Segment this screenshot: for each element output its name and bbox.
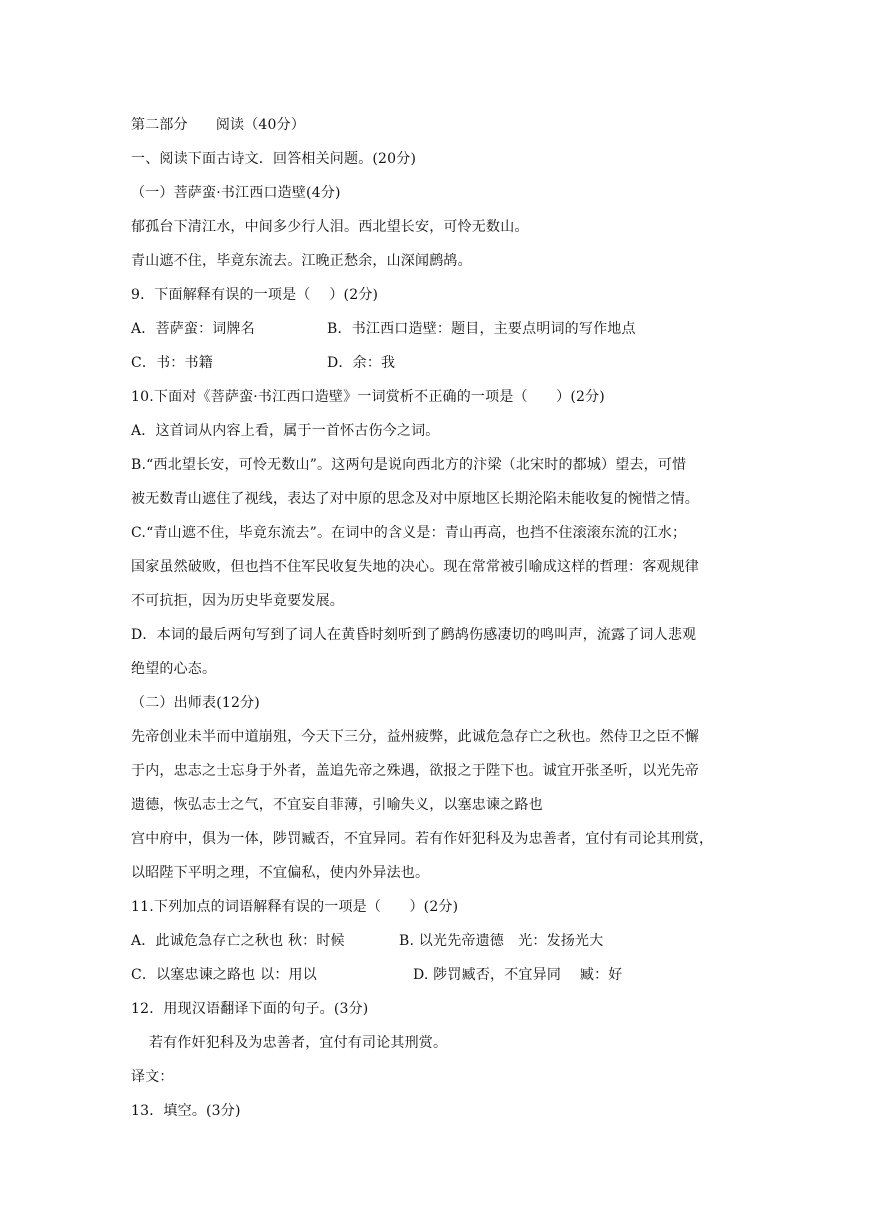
prose-line-2: 于内，忠志之士忘身于外者，盖追先帝之殊遇，欲报之于陛下也。诚宜开张圣听，以光先帝 bbox=[131, 763, 699, 779]
q11-option-d: D. 陟罚臧否，不宜异同 臧：好 bbox=[413, 967, 623, 983]
q9-option-a: A．菩萨蛮：词牌名 bbox=[131, 321, 255, 337]
q11-option-b: B. 以光先帝遗德 光：发扬光大 bbox=[399, 933, 604, 949]
poem-line-2: 青山遮不住，毕竟东流去。江晚正愁余，山深闻鹧鸪。 bbox=[131, 253, 472, 269]
q12-stem: 12．用现汉语翻译下面的句子。(3分) bbox=[131, 1001, 369, 1017]
page-content bbox=[131, 108, 743, 1128]
section-title: 第二部分 bbox=[131, 117, 188, 133]
q10-option-b-line-2: 被无数青山遮住了视线，表达了对中原的思念及对中原地区长期沦陷未能收复的惋惜之情。 bbox=[131, 491, 699, 507]
poem-heading: （一）菩萨蛮·书江西口造壁(4分) bbox=[131, 185, 341, 201]
part1-heading: 一、阅读下面古诗文．回答相关问题。(20分) bbox=[131, 151, 417, 167]
q10-stem: 10.下面对《菩萨蛮·书江西口造壁》一词赏析不正确的一项是（ ）(2分) bbox=[131, 389, 605, 405]
prose-line-1: 先帝创业未半而中道崩殂，今天下三分，益州疲弊，此诚危急存亡之秋也。然侍卫之臣不懈 bbox=[131, 729, 699, 745]
q11-option-a: A．此诚危急存亡之秋也 秋：时候 bbox=[131, 933, 345, 949]
q9-option-c: C．书：书籍 bbox=[131, 355, 213, 371]
q10-option-d-line-2: 绝望的心态。 bbox=[131, 661, 217, 677]
q11-option-c: C．以塞忠谏之路也 以：用以 bbox=[131, 967, 317, 983]
q10-option-c-line-2: 国家虽然破败，但也挡不住军民收复失地的决心。现在常常被引喻成这样的哲理：客观规律 bbox=[131, 559, 699, 575]
q12-answer-label: 译文： bbox=[131, 1069, 174, 1085]
q9-option-b: B．书江西口造壁：题目，主要点明词的写作地点 bbox=[327, 321, 636, 337]
q10-option-c-line-3: 不可抗拒，因为历史毕竟要发展。 bbox=[131, 593, 344, 609]
q10-option-d-line-1: D．本词的最后两句写到了词人在黄昏时刻听到了鹧鸪伤感凄切的鸣叫声，流露了词人悲观 bbox=[131, 627, 697, 643]
q11-options-ab bbox=[131, 924, 743, 958]
poem-line-1: 郁孤台下清江水，中间多少行人泪。西北望长安，可怜无数山。 bbox=[131, 219, 529, 235]
prose-line-5: 以昭陛下平明之理，不宜偏私，使内外异法也。 bbox=[131, 865, 430, 881]
prose-line-3: 遗德，恢弘志士之气，不宜妄自菲薄，引喻失义，以塞忠谏之路也 bbox=[131, 797, 543, 813]
q12-sentence: 若有作奸犯科及为忠善者，宜付有司论其刑赏。 bbox=[149, 1035, 448, 1051]
section-header bbox=[131, 108, 743, 142]
q9-options-cd bbox=[131, 346, 743, 380]
q11-options-cd bbox=[131, 958, 743, 992]
q13-stem: 13．填空。(3分) bbox=[131, 1103, 241, 1119]
q10-option-c-line-1: C.“青山遮不住，毕竟东流去”。在词中的含义是：青山再高，也挡不住滚滚东流的江水； bbox=[131, 525, 687, 541]
section-subtitle: 阅读（40分） bbox=[215, 117, 306, 133]
prose-heading: （二）出师表(12分) bbox=[131, 695, 260, 711]
q9-option-d: D．余：我 bbox=[327, 355, 396, 371]
q10-option-a: A．这首词从内容上看，属于一首怀古伤今之词。 bbox=[131, 423, 440, 439]
q9-options-ab bbox=[131, 312, 743, 346]
q11-stem: 11.下列加点的词语解释有误的一项是（ ）(2分) bbox=[131, 899, 459, 915]
q9-stem: 9．下面解释有误的一项是（ ）(2分) bbox=[131, 287, 379, 303]
q10-option-b-line-1: B.“西北望长安，可怜无数山”。这两句是说向西北方的汴梁（北宋时的都城）望去，可惜 bbox=[131, 457, 687, 473]
prose-line-4: 宫中府中，俱为一体，陟罚臧否，不宜异同。若有作奸犯科及为忠善者，宜付有司论其刑赏， bbox=[131, 831, 714, 847]
